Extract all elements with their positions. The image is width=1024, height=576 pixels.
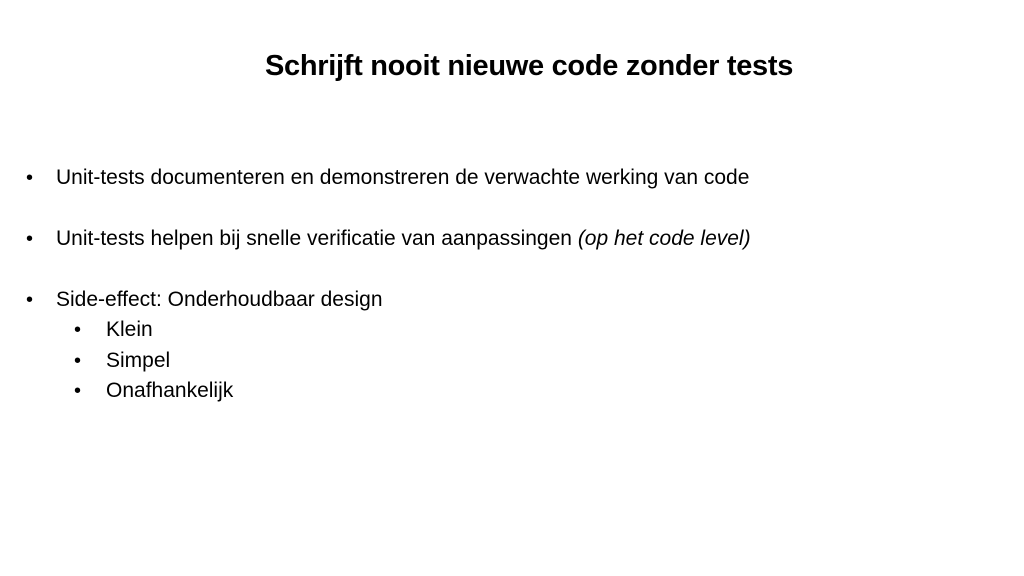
bullet-item-2-italic: (op het code level)	[577, 227, 751, 250]
bullet-dot: •	[26, 167, 34, 189]
bullet-item-1: Unit-tests documenteren en demonstreren de verwachte werking van code	[56, 166, 750, 189]
sub-bullet-item-1: Klein	[106, 318, 153, 341]
sub-bullet-dot: •	[74, 319, 82, 341]
slide-title: Schrijft nooit nieuwe code zonder tests	[264, 50, 794, 82]
bullet-item-2	[56, 226, 751, 252]
bullet-dot: •	[26, 289, 34, 311]
bullet-item-3: Side-effect: Onderhoudbaar design	[56, 288, 383, 311]
sub-bullet-item-3: Onafhankelijk	[106, 379, 234, 402]
sub-bullet-dot: •	[74, 380, 82, 402]
sub-bullet-dot: •	[74, 350, 82, 372]
sub-bullet-item-2: Simpel	[106, 349, 171, 372]
bullet-dot: •	[26, 228, 34, 250]
bullet-item-2-text: Unit-tests helpen bij snelle verificatie van aanpassingen	[56, 227, 578, 250]
